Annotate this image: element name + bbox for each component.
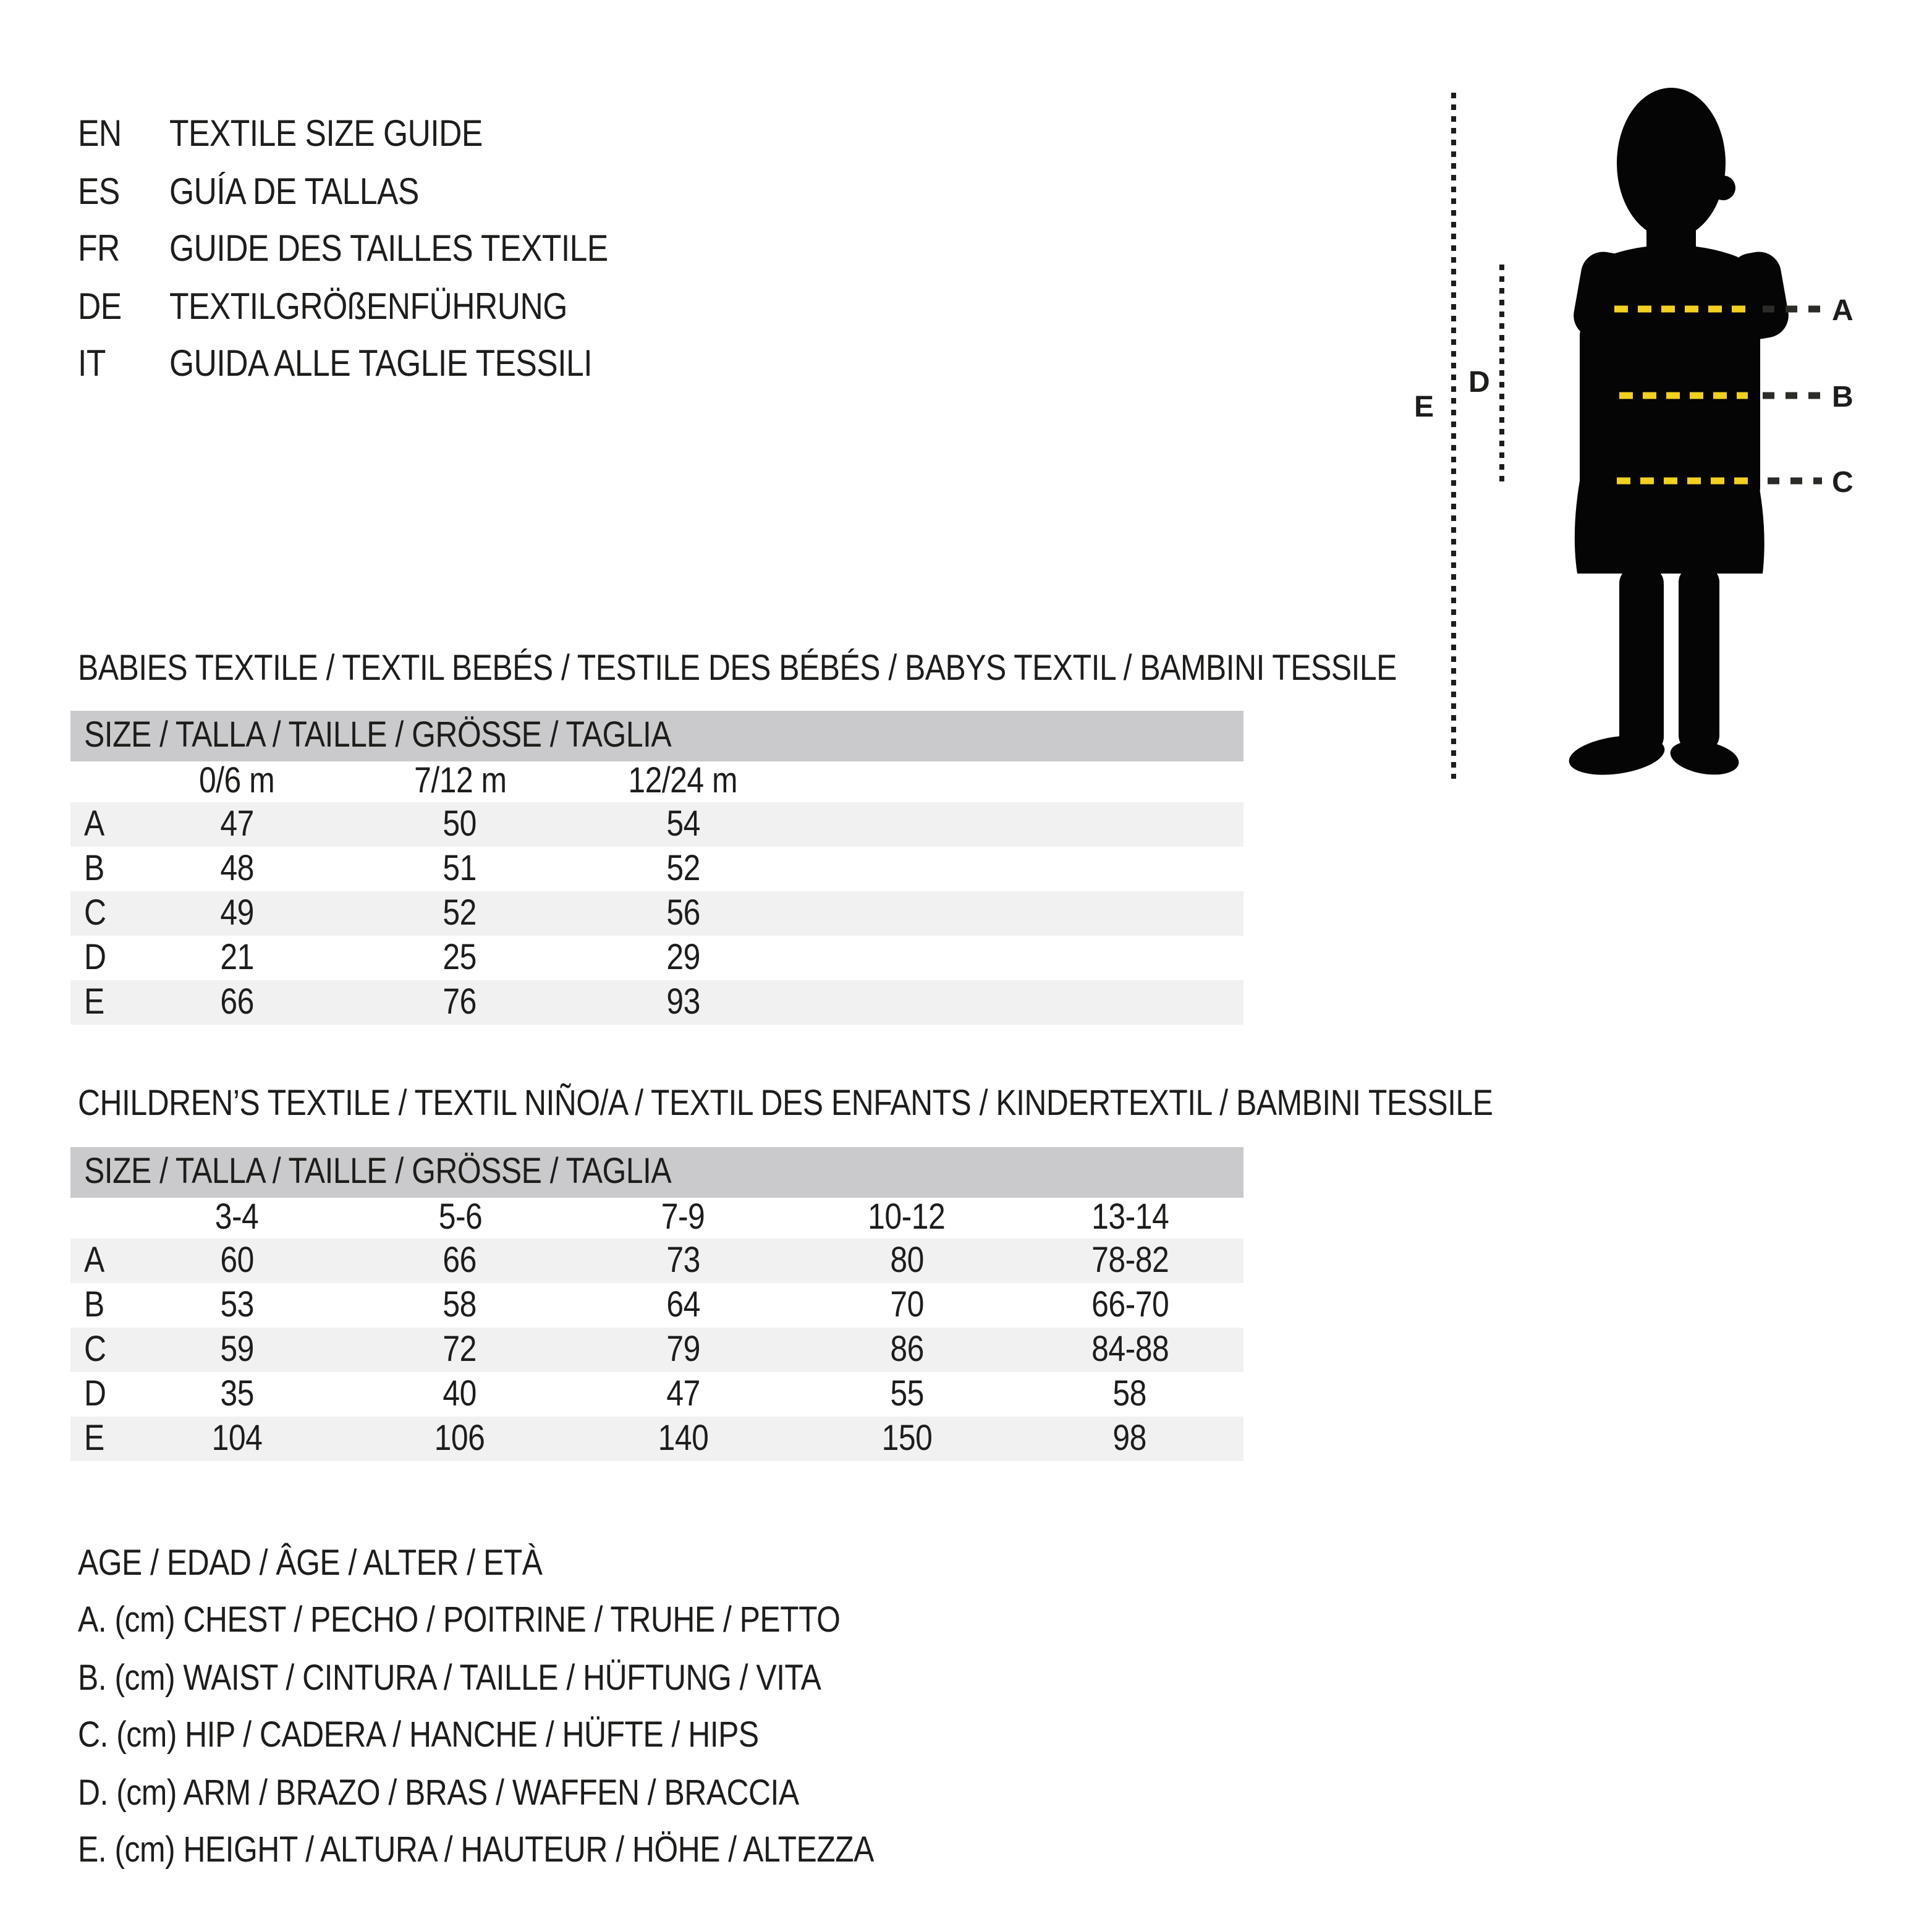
babies-column-header-row	[70, 761, 1244, 802]
language-title-de: TEXTILGRÖßENFÜHRUNG	[169, 286, 567, 328]
language-code-es: ES	[78, 171, 120, 213]
children-col-3-4: 3-4	[214, 1198, 258, 1237]
babies-row-b: B 48 51 52	[84, 849, 700, 888]
legend-arm: D. (cm) ARM / BRAZO / BRAS / WAFFEN / BRACCIA	[78, 1773, 799, 1813]
language-code-it: IT	[78, 344, 106, 385]
language-title-list	[78, 106, 679, 394]
babies-row-e: E 66 76 93	[70, 980, 1244, 1025]
babies-row-c: C 49 52 56	[70, 891, 1244, 936]
children-row-a: A 60 66 73 80 78-82	[70, 1239, 1244, 1283]
language-row-en	[78, 106, 679, 164]
children-row-c: C 59 72 79 86 84-88	[70, 1328, 1244, 1372]
children-row-d: D 35 40 47 55 58	[84, 1374, 1147, 1413]
language-title-es: GUÍA DE TALLAS	[169, 171, 419, 213]
measurement-legend	[78, 1535, 1004, 1880]
legend-waist: B. (cm) WAIST / CINTURA / TAILLE / HÜFTUNG / VITA	[78, 1658, 821, 1698]
babies-row-d: D 21 25 29	[84, 938, 700, 977]
children-col-5-6: 5-6	[438, 1198, 482, 1237]
children-size-table	[70, 1147, 1244, 1461]
children-col-7-9: 7-9	[661, 1198, 705, 1237]
babies-size-header-bar	[70, 711, 1244, 761]
figure-label-c: C	[1832, 466, 1854, 499]
children-row-b: B 53 58 64 70 66-70	[84, 1285, 1169, 1324]
language-title-fr: GUIDE DES TAILLES TEXTILE	[169, 229, 608, 270]
babies-col-0-6m: 0/6 m	[198, 761, 274, 801]
language-row-it	[78, 336, 679, 394]
babies-col-12-24m: 12/24 m	[629, 761, 738, 801]
legend-chest: A. (cm) CHEST / PECHO / POITRINE / TRUHE / PETTO	[78, 1601, 841, 1641]
figure-label-a: A	[1832, 294, 1854, 327]
babies-row-a: A 47 50 54	[70, 802, 1244, 847]
babies-size-table	[70, 711, 1244, 1025]
language-code-de: DE	[78, 286, 122, 328]
babies-col-7-12m: 7/12 m	[413, 761, 506, 801]
children-row-e: E 104 106 140 150 98	[70, 1417, 1244, 1461]
legend-hip: C. (cm) HIP / CADERA / HANCHE / HÜFTE / HIPS	[78, 1716, 759, 1756]
language-code-fr: FR	[78, 229, 120, 270]
children-size-header: SIZE / TALLA / TAILLE / GRÖSSE / TAGLIA	[84, 1152, 672, 1192]
children-col-10-12: 10-12	[868, 1198, 946, 1237]
children-col-13-14: 13-14	[1091, 1198, 1169, 1237]
figure-label-e: E	[1414, 391, 1434, 423]
language-row-es	[78, 164, 679, 221]
figure-label-d: D	[1468, 366, 1490, 399]
children-size-header-bar	[70, 1147, 1244, 1198]
language-title-it: GUIDA ALLE TAGLIE TESSILI	[169, 344, 593, 385]
babies-section-heading: BABIES TEXTILE / TEXTIL BEBÉS / TESTILE DES BÉBÉS / BABYS TEXTIL / BAMBINI TESSILE	[78, 649, 1397, 688]
language-row-de	[78, 279, 679, 336]
language-row-fr	[78, 221, 679, 279]
language-title-en: TEXTILE SIZE GUIDE	[169, 114, 483, 155]
language-code-en: EN	[78, 114, 122, 155]
figure-label-b: B	[1832, 381, 1854, 413]
children-column-header-row	[70, 1198, 1244, 1239]
children-section-heading: CHILDREN’S TEXTILE / TEXTIL NIÑO/A / TEXTIL DES ENFANTS / KINDERTEXTIL / BAMBINI TESSILE	[78, 1084, 1493, 1124]
legend-age: AGE / EDAD / ÂGE / ALTER / ETÀ	[78, 1543, 543, 1583]
babies-size-header: SIZE / TALLA / TAILLE / GRÖSSE / TAGLIA	[84, 716, 672, 755]
legend-height: E. (cm) HEIGHT / ALTURA / HAUTEUR / HÖHE / ALTEZZA	[78, 1831, 874, 1871]
